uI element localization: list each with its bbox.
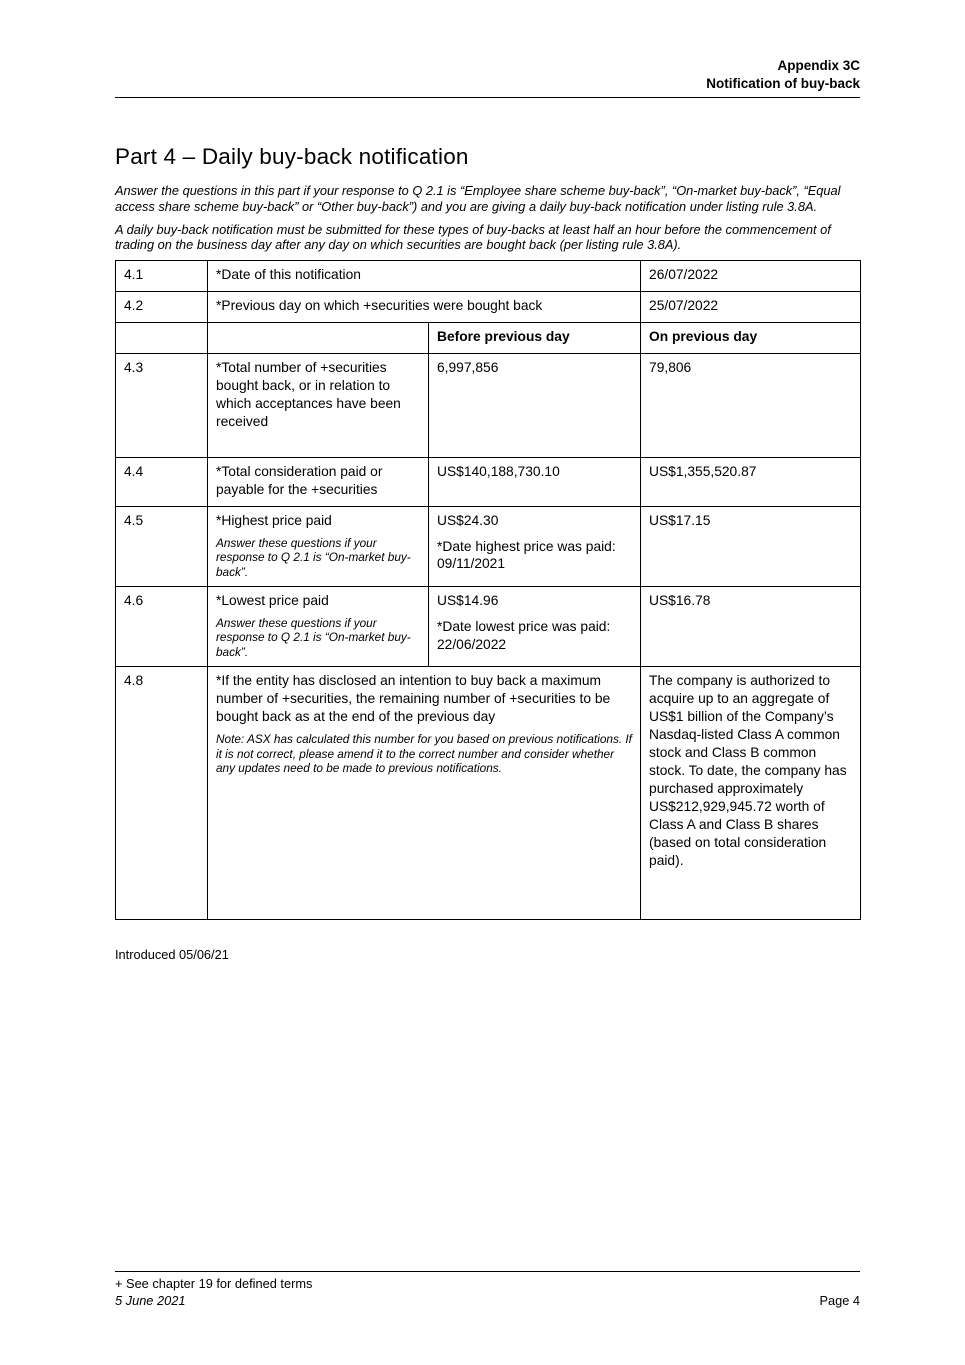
row-4-1-label: *Date of this notification	[208, 261, 641, 292]
row-4-6-note: Answer these questions if your response to Q 2.1 is “On-market buy-back”.	[216, 615, 411, 659]
row-4-5-number: 4.5	[116, 506, 208, 586]
table-column-header-row	[116, 322, 861, 353]
row-4-8-note: Note: ASX has calculated this number for you based on previous notifications. If it is not correct, please amend it to the correct number and consider whether any updates need to be made to previous notifications.	[216, 732, 632, 776]
table-row-4-8	[116, 667, 861, 920]
column-header-before-previous-day: Before previous day	[429, 322, 641, 353]
row-4-4-label: *Total consideration paid or payable for the +securities	[208, 457, 429, 506]
table-row-4-6	[116, 587, 861, 667]
table-row-4-2	[116, 291, 861, 322]
row-4-4-before-value: US$140,188,730.10	[429, 457, 641, 506]
row-4-8-number: 4.8	[116, 667, 208, 920]
row-4-5-note: Answer these questions if your response to Q 2.1 is “On-market buy-back”.	[216, 535, 411, 579]
part-title: Part 4 – Daily buy-back notification	[115, 144, 469, 170]
row-4-6-before-date: *Date lowest price was paid: 22/06/2022	[437, 618, 611, 652]
row-4-4-on-value: US$1,355,520.87	[641, 457, 861, 506]
header-rule	[115, 97, 860, 98]
row-4-6-label-cell	[208, 587, 429, 667]
row-4-1-value: 26/07/2022	[641, 261, 861, 292]
row-4-1-number: 4.1	[116, 261, 208, 292]
buyback-table	[115, 260, 861, 920]
row-4-5-before-cell	[429, 506, 641, 586]
page-footer	[115, 1271, 860, 1309]
row-4-3-before-value: 6,997,856	[429, 353, 641, 457]
row-4-4-number: 4.4	[116, 457, 208, 506]
row-4-6-on-value: US$16.78	[641, 587, 861, 667]
row-4-5-label: *Highest price paid	[216, 512, 332, 528]
row-4-3-on-value: 79,806	[641, 353, 861, 457]
doc-header-subtitle: Notification of buy-back	[706, 75, 860, 91]
introduced-line: Introduced 05/06/21	[115, 947, 229, 963]
column-header-on-previous-day: On previous day	[641, 322, 861, 353]
row-4-5-on-value: US$17.15	[641, 506, 861, 586]
table-row-4-4	[116, 457, 861, 506]
row-4-2-label: *Previous day on which +securities were bought back	[208, 291, 641, 322]
header-empty-cell-2	[208, 322, 429, 353]
row-4-2-number: 4.2	[116, 291, 208, 322]
table-row-4-5	[116, 506, 861, 586]
intro-paragraph-2: A daily buy-back notification must be submitted for these types of buy-backs at least half an hour before the commencement of trading on the business day after any day on which securities are bought back (per listing rule 3.8A).	[115, 221, 831, 253]
row-4-3-label: *Total number of +securities bought back, or in relation to which acceptances have been received	[208, 353, 429, 457]
row-4-8-label: *If the entity has disclosed an intention to buy back a maximum number of +securities, the remaining number of +securities to be bought back as at the end of the previous day	[216, 673, 611, 725]
intro-paragraph-1: Answer the questions in this part if your response to Q 2.1 is “Employee share scheme buy-back”, “On-market buy-back”, “Equal access share scheme buy-back” or “Other buy-back”) and you are giving a daily buy-back notification under listing rule 3.8A.	[115, 183, 841, 214]
footer-date: 5 June 2021	[115, 1292, 186, 1308]
footer-defined-terms: + See chapter 19 for defined terms	[115, 1276, 313, 1291]
row-4-5-before-date: *Date highest price was paid: 09/11/2021	[437, 538, 616, 572]
row-4-5-label-cell	[208, 506, 429, 586]
doc-header-appendix: Appendix 3C	[777, 58, 860, 73]
row-4-2-value: 25/07/2022	[641, 291, 861, 322]
row-4-8-label-cell	[208, 667, 641, 920]
table-row-4-3	[116, 353, 861, 457]
row-4-6-before-cell	[429, 587, 641, 667]
row-4-6-before-value: US$14.96	[437, 593, 499, 609]
row-4-6-label: *Lowest price paid	[216, 593, 329, 609]
header-empty-cell-1	[116, 322, 208, 353]
table-row-4-1	[116, 261, 861, 292]
row-4-3-number: 4.3	[116, 353, 208, 457]
row-4-5-before-value: US$24.30	[437, 512, 499, 528]
row-4-8-value: The company is authorized to acquire up to an aggregate of US$1 billion of the Company’s Nasdaq-listed Class A common stock and Class B common stock. To date, the company has purchased approximately US$212,929,945.72 worth of Class A and Class B shares (based on total consideration paid).	[641, 667, 861, 920]
row-4-6-number: 4.6	[116, 587, 208, 667]
footer-page-number: Page 4	[819, 1292, 860, 1308]
doc-header	[115, 0, 860, 92]
